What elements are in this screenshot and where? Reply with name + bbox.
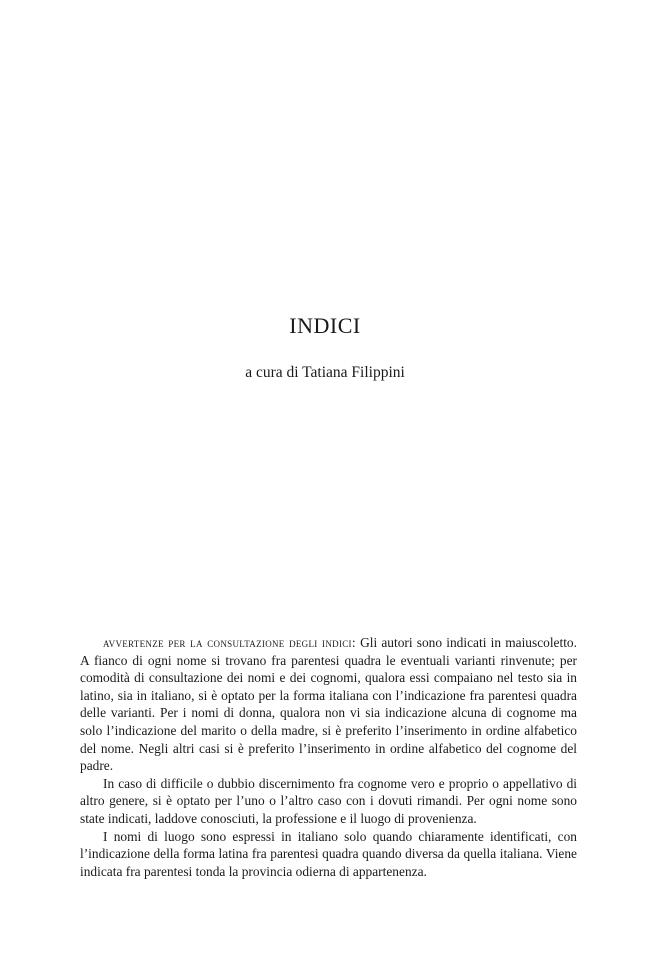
page-title: INDICI: [289, 313, 361, 338]
notes-heading: avvertenze per la consultazione degli indici:: [103, 635, 356, 650]
notes-paragraph: I nomi di luogo sono espressi in italiano solo quando chiaramente identificati, con l’indicazione della forma latina fra parentesi quadra quando diversa da quella italiana. Viene indicata fra parentesi tonda la provincia odierna di appartenenza.: [80, 828, 577, 879]
consultation-notes: [80, 634, 577, 880]
notes-paragraph: [80, 634, 577, 775]
notes-paragraph: In caso di difficile o dubbio discernimento fra cognome vero e proprio o appellativo di altro genere, si è optato per l’uno o l’altro caso con i dovuti rimandi. Per ogni nome sono state indicati, laddove conosciuti, la professione e il luogo di provenienza.: [80, 775, 577, 826]
notes-paragraph-text: Gli autori sono indicati in maiuscoletto. A fianco di ogni nome si trovano fra parentesi quadra le eventuali varianti rinvenute; per comodità di consultazione dei nomi e dei cognomi, qualora essi compaiano nel testo sia in latino, sia in italiano, si è optato per la forma italiana con l’indicazione fra parentesi quadra delle varianti. Per i nomi di donna, qualora non vi sia indicazione alcuna di cognome ma solo l’indicazione del marito o della madre, si è preferito l’inserimento in ordine alfabetico del nome. Negli altri casi si è preferito l’inserimento in ordine alfabetico del cognome del padre.: [80, 635, 577, 774]
editor-credit: a cura di Tatiana Filippini: [245, 364, 405, 381]
